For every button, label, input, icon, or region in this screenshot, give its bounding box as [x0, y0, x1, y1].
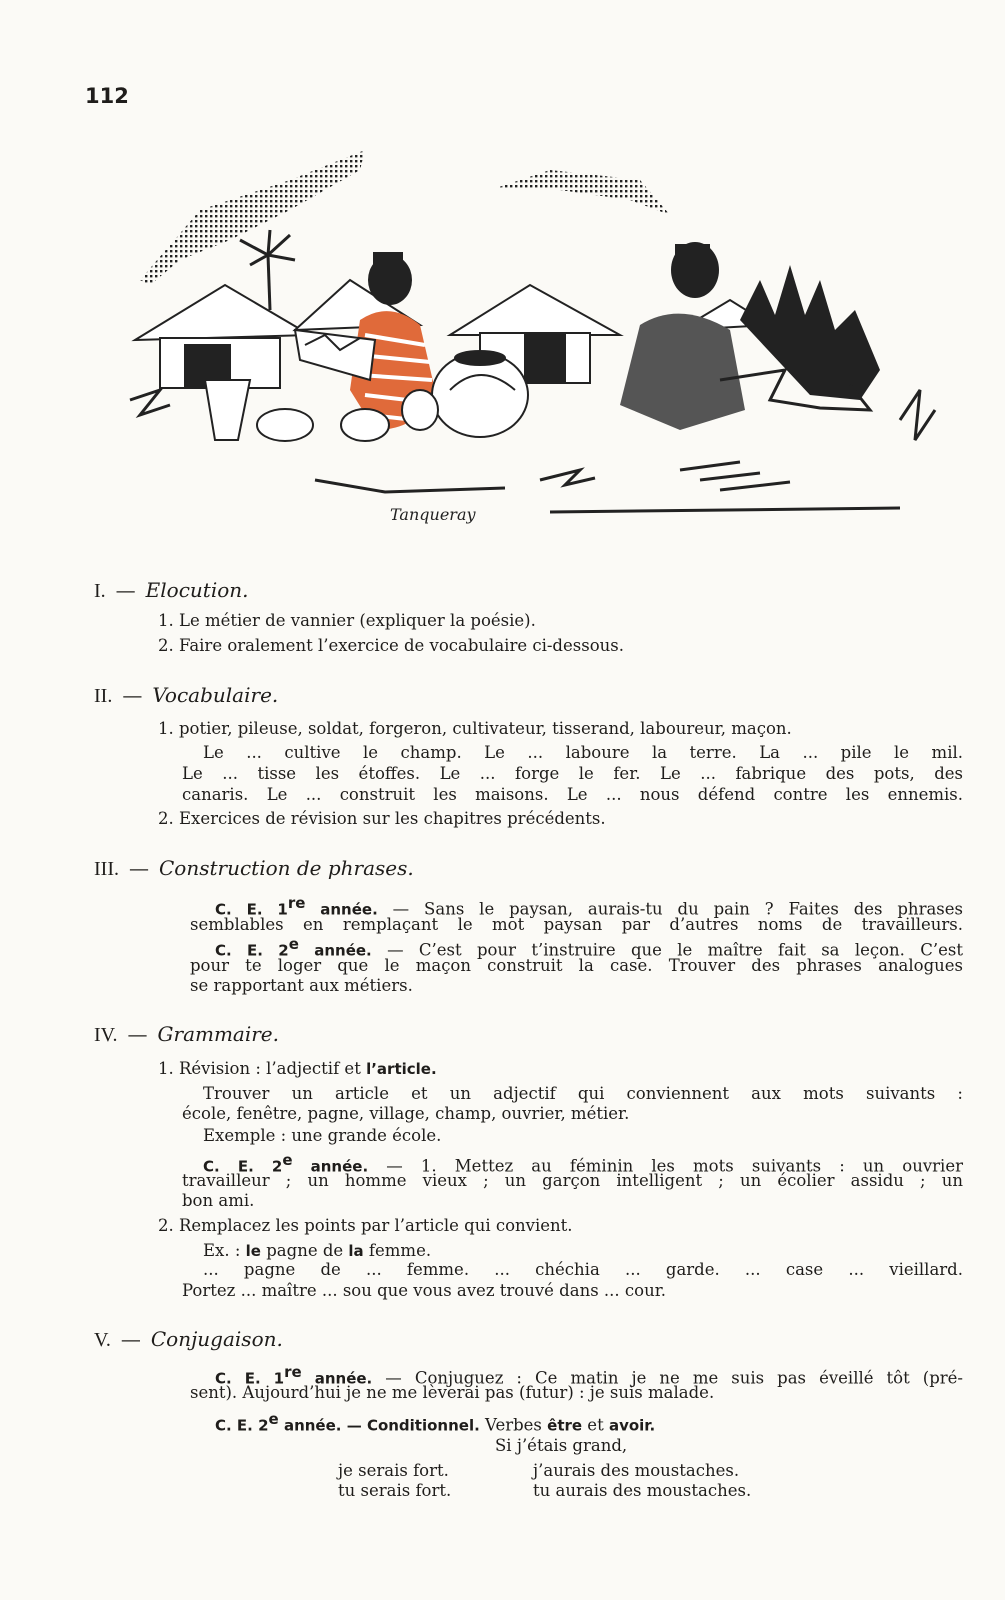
exercise-line: Exemple : une grande école. [203, 1126, 442, 1145]
list-item: 2. Faire oralement l’exercice de vocabulaire ci-dessous. [158, 636, 624, 655]
foliage [740, 265, 880, 400]
exercise-line: ... pagne de ... femme. ... chéchia ... garde. ... case ... vieillard. [203, 1260, 963, 1279]
exercise-line: Portez ... maître ... sou que vous avez trouvé dans ... cour. [182, 1281, 667, 1300]
list-item: 1. Le métier de vannier (expliquer la poésie). [158, 611, 536, 630]
exercise-line: semblables en remplaçant le mot paysan par d’autres noms de travailleurs. [190, 915, 963, 934]
list-item: 2. Remplacez les points par l’article qui convient. [158, 1216, 573, 1235]
conjugation-line: tu serais fort. [338, 1481, 452, 1500]
section-heading: V. — Conjugaison. [94, 1327, 283, 1351]
artist-signature: Tanqueray [390, 505, 476, 524]
exercise-line: sent). Aujourd’hui je ne me lèverai pas (futur) : je suis malade. [190, 1383, 715, 1402]
conjugation-line: je serais fort. [338, 1461, 449, 1480]
page-number: 112 [85, 84, 129, 108]
example-line: Ex. : le pagne de la femme. [203, 1241, 432, 1260]
exercise-line: C. E. 1re année. — Conjuguez : Ce matin je ne me suis pas éveillé tôt (pré- [215, 1363, 964, 1388]
exercise-line: se rapportant aux métiers. [190, 976, 413, 995]
poem-line: Si j’étais grand, [495, 1436, 628, 1455]
conjugation-line: j’aurais des moustaches. [533, 1461, 740, 1480]
section-heading: II. — Vocabulaire. [94, 683, 279, 707]
exercise-line: école, fenêtre, pagne, village, champ, ouvrier, métier. [182, 1104, 630, 1123]
list-item: 1. Révision : l’adjectif et l’article. [158, 1059, 437, 1078]
exercise-line: canaris. Le ... construit les maisons. Le ... nous défend contre les ennemis. [182, 785, 963, 804]
exercise-line: C. E. 2e année. — Conditionnel. Verbes être et avoir. [215, 1410, 656, 1435]
section-heading: I. — Elocution. [94, 578, 249, 602]
list-item: 1. potier, pileuse, soldat, forgeron, cultivateur, tisserand, laboureur, maçon. [158, 719, 792, 738]
section-heading: IV. — Grammaire. [94, 1022, 279, 1046]
exercise-line: C. E. 1re année. — Sans le paysan, aurais-tu du pain ? Faites des phrases [215, 894, 963, 919]
list-item: 2. Exercices de révision sur les chapitres précédents. [158, 809, 606, 828]
exercise-line: bon ami. [182, 1191, 255, 1210]
exercise-line: Le ... cultive le champ. Le ... laboure la terre. La ... pile le mil. [203, 743, 963, 762]
section-heading: III. — Construction de phrases. [94, 856, 414, 880]
village-illustration [120, 140, 950, 530]
exercise-line: C. E. 2e année. — C’est pour t’instruire que le maître fait sa leçon. C’est [215, 935, 963, 960]
exercise-line: travailleur ; un homme vieux ; un garçon intelligent ; un écolier assidu ; un [182, 1171, 963, 1190]
exercise-line: Le ... tisse les étoffes. Le ... forge le fer. Le ... fabrique des pots, des [182, 764, 963, 783]
exercise-line: pour te loger que le maçon construit la case. Trouver des phrases analogues [190, 956, 963, 975]
conjugation-line: tu aurais des moustaches. [533, 1481, 752, 1500]
exercise-line: C. E. 2e année. — 1. Mettez au féminin les mots suivants : un ouvrier [203, 1151, 963, 1176]
exercise-line: Trouver un article et un adjectif qui conviennent aux mots suivants : [203, 1084, 963, 1103]
